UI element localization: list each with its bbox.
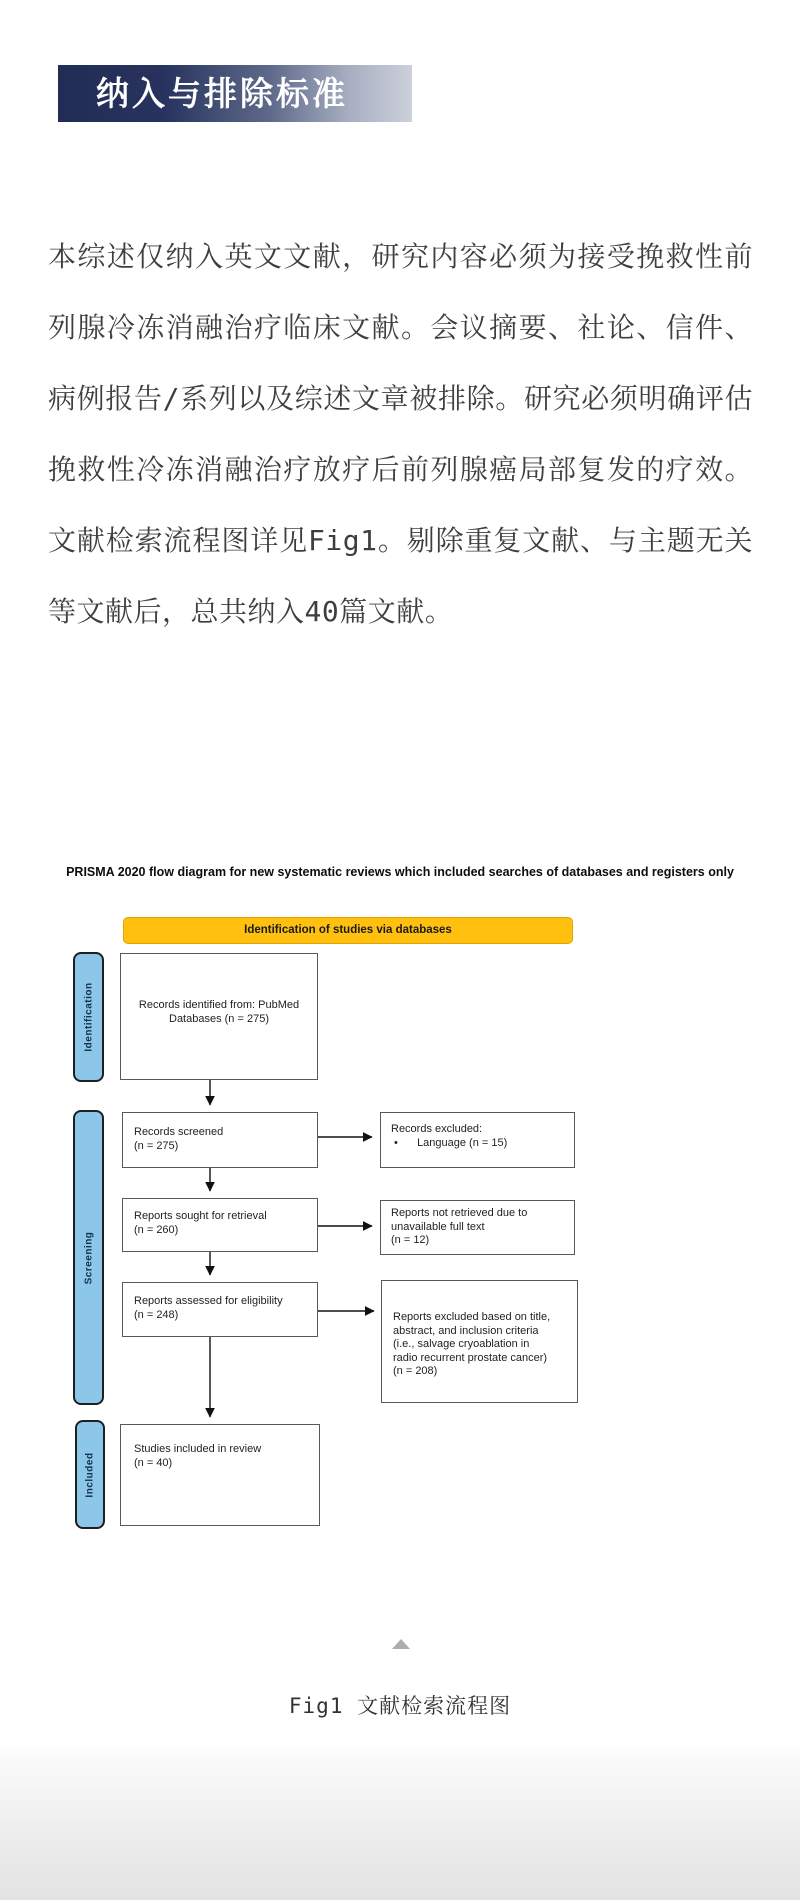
- box-reports-sought-line1: Reports sought for retrieval: [134, 1210, 267, 1222]
- box-studies-included-line1: Studies included in review: [134, 1443, 262, 1455]
- bottom-fade-band: [0, 1745, 800, 1900]
- section-header-banner: [58, 65, 412, 122]
- prisma-figure-title: PRISMA 2020 flow diagram for new systematic reviews which included searches of databases and registers only: [66, 865, 734, 879]
- body-paragraph: 本综述仅纳入英文文献，研究内容必须为接受挽救性前列腺冷冻消融治疗临床文献。会议摘要、社论、信件、病例报告/系列以及综述文章被排除。研究必须明确评估挽救性冷冻消融治疗放疗后前列腺癌局部复发的疗效。文献检索流程图详见Fig1。剔除重复文献、与主题无关等文献后，总共纳入40篇文献。: [48, 240, 753, 628]
- box-records-excluded-title: Records excluded:: [391, 1123, 483, 1135]
- box-reports-excluded-criteria-line4: radio recurrent prostate cancer): [393, 1351, 548, 1364]
- box-reports-assessed: [122, 1282, 318, 1337]
- box-records-screened-line2: (n = 275): [134, 1140, 179, 1152]
- prisma-banner-label: Identification of studies via databases: [244, 924, 452, 936]
- box-studies-included: [120, 1424, 320, 1526]
- box-reports-sought-line2: (n = 260): [134, 1224, 179, 1236]
- figure-caption: Fig1 文献检索流程图: [288, 1694, 512, 1718]
- box-reports-sought: [122, 1198, 318, 1252]
- section-title: 纳入与排除标准: [96, 75, 348, 112]
- box-records-identified-line2: Databases (n = 275): [169, 1013, 269, 1025]
- bullet-icon: •: [394, 1137, 398, 1149]
- box-reports-excluded-criteria-line1: Reports excluded based on title,: [393, 1311, 551, 1323]
- stage-label-identification: Identification: [83, 982, 94, 1052]
- box-records-identified: [120, 953, 318, 1080]
- box-reports-assessed-line1: Reports assessed for eligibility: [134, 1295, 283, 1307]
- box-reports-not-retrieved-line3: (n = 12): [391, 1234, 430, 1246]
- box-records-identified-line1: Records identified from: PubMed: [138, 999, 300, 1011]
- stage-label-screening: Screening: [83, 1231, 94, 1284]
- stage-label-included: Included: [84, 1451, 96, 1498]
- collapse-triangle-icon[interactable]: [392, 1639, 410, 1649]
- box-records-excluded-item-text: Language (n = 15): [417, 1137, 508, 1149]
- box-reports-excluded-criteria-line2: abstract, and inclusion criteria: [393, 1324, 539, 1337]
- box-reports-not-retrieved-line2: unavailable full text: [391, 1220, 485, 1233]
- box-reports-not-retrieved: [380, 1200, 575, 1255]
- box-records-screened-line1: Records screened: [134, 1126, 224, 1138]
- prisma-banner: [123, 917, 573, 944]
- box-reports-not-retrieved-line1: Reports not retrieved due to: [391, 1207, 528, 1219]
- box-studies-included-line2: (n = 40): [134, 1457, 173, 1469]
- box-reports-excluded-criteria-line3: (i.e., salvage cryoablation in: [393, 1338, 530, 1350]
- box-records-excluded: [380, 1112, 575, 1168]
- box-reports-excluded-criteria: [381, 1280, 578, 1403]
- stage-bar-screening: [73, 1110, 104, 1405]
- stage-bar-included: [75, 1420, 105, 1529]
- box-records-excluded-item: [391, 1136, 568, 1150]
- box-records-screened: [122, 1112, 318, 1168]
- box-reports-excluded-criteria-line5: (n = 208): [393, 1365, 438, 1377]
- box-reports-assessed-line2: (n = 248): [134, 1309, 179, 1321]
- stage-bar-identification: [73, 952, 104, 1082]
